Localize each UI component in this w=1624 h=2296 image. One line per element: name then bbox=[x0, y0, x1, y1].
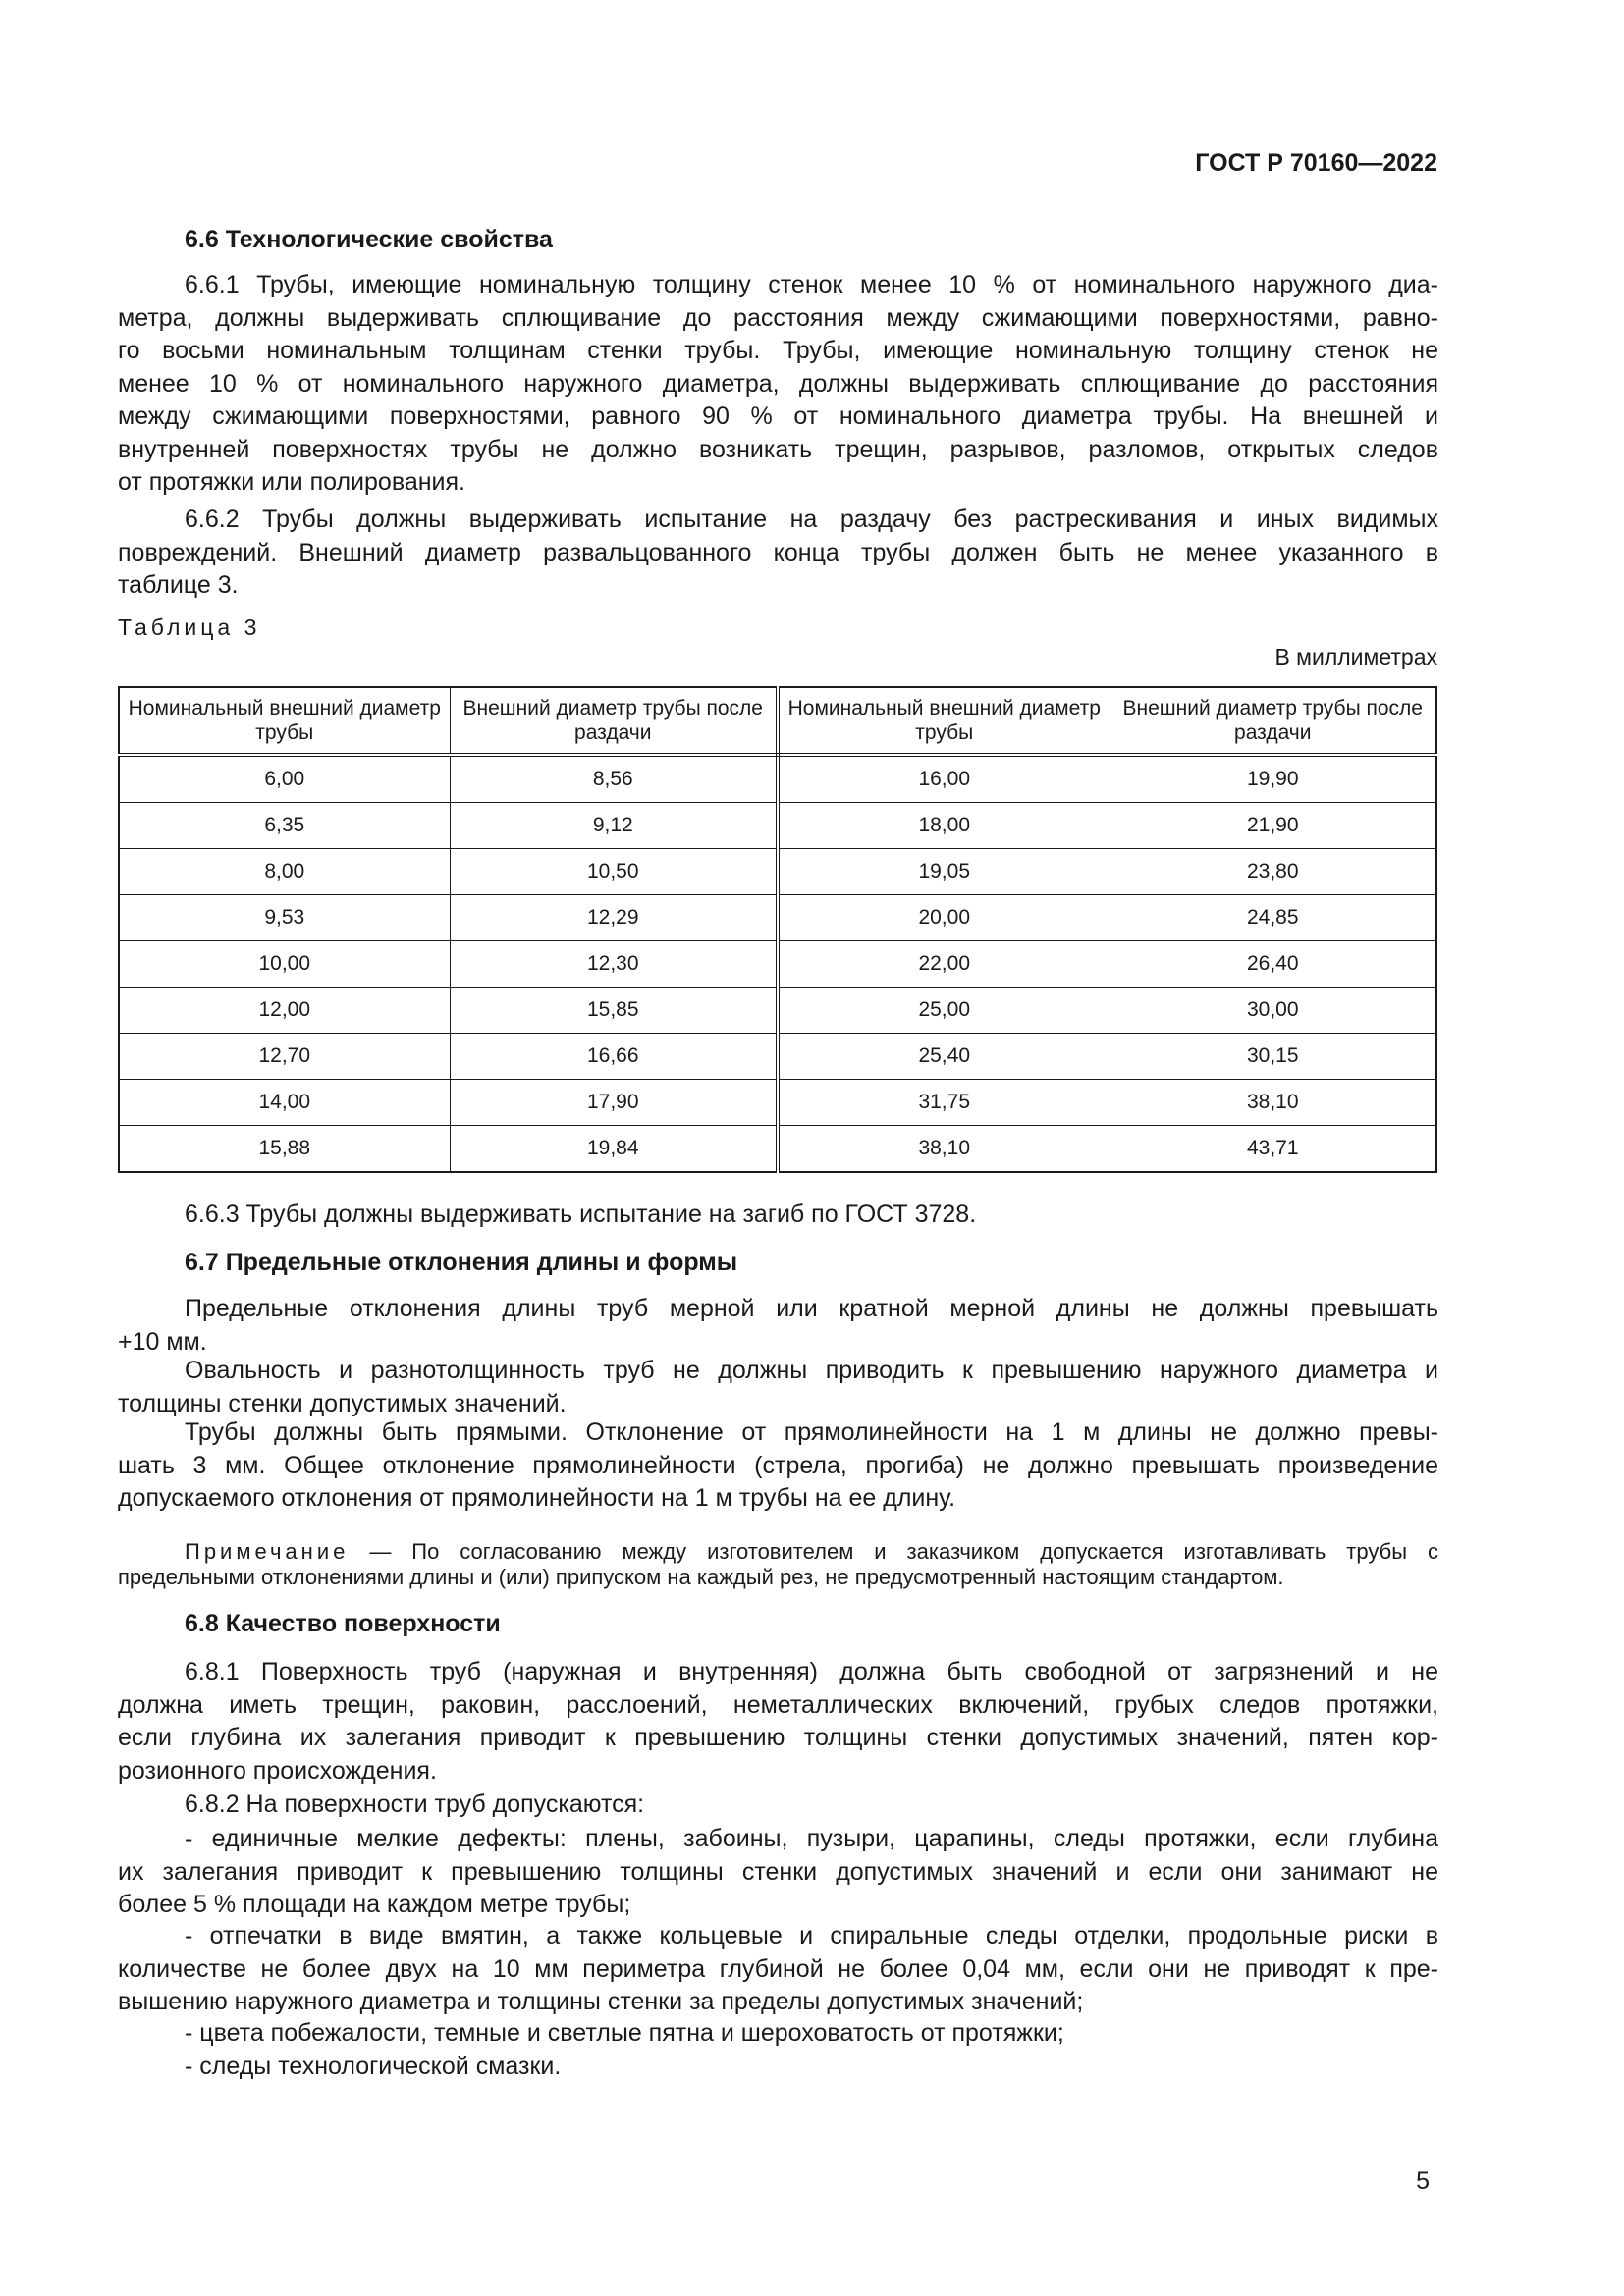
table-cell: 10,50 bbox=[450, 849, 778, 895]
table-cell: 15,85 bbox=[450, 988, 778, 1034]
table-row bbox=[119, 941, 1436, 988]
table-row bbox=[119, 1126, 1436, 1173]
table-header-row bbox=[119, 687, 1436, 755]
text-line: Овальность и разнотолщинность труб не должны приводить к превышению наружного диаметра и bbox=[185, 1357, 1438, 1384]
text-line: 6.6.2 Трубы должны выдерживать испытание на раздачу без растрескивания и иных видимых bbox=[185, 506, 1438, 533]
table-cell: 21,90 bbox=[1110, 803, 1436, 849]
table-cell: 15,88 bbox=[119, 1126, 450, 1173]
text-line: Предельные отклонения длины труб мерной или кратной мерной длины не должны превышать bbox=[185, 1295, 1438, 1322]
column-header: Номинальный внешний диаметр трубы bbox=[119, 687, 450, 755]
text-line: допускаемого отклонения от прямолинейности на 1 м трубы на ее длину. bbox=[118, 1484, 956, 1512]
table-cell: 12,29 bbox=[450, 895, 778, 941]
text-line: если глубина их залегания приводит к превышению толщины стенки допустимых значений, пятен кор- bbox=[118, 1724, 1438, 1751]
paragraph-straightness bbox=[118, 1416, 1438, 1516]
table-cell: 6,00 bbox=[119, 755, 450, 803]
list-item bbox=[118, 2051, 1438, 2084]
note-label: Примечание bbox=[185, 1539, 350, 1564]
list-item bbox=[118, 2017, 1438, 2051]
text-line: шать 3 мм. Общее отклонение прямолинейности (стрела, прогиба) не должно превышать произведение bbox=[118, 1451, 1438, 1479]
table-cell: 20,00 bbox=[778, 895, 1110, 941]
table-cell: 25,40 bbox=[778, 1034, 1110, 1080]
text-line: вышению наружного диаметра и толщины стенки за пределы допустимых значений; bbox=[118, 1988, 1084, 2015]
table-cell: 19,90 bbox=[1110, 755, 1436, 803]
note-line bbox=[118, 1539, 1438, 1565]
column-header: Номинальный внешний диаметр трубы bbox=[778, 687, 1110, 755]
table-cell: 16,66 bbox=[450, 1034, 778, 1080]
table-cell: 17,90 bbox=[450, 1080, 778, 1126]
table-cell: 30,00 bbox=[1110, 988, 1436, 1034]
text-line: - цвета побежалости, темные и светлые пятна и шероховатость от протяжки; bbox=[185, 2019, 1064, 2047]
table-row bbox=[119, 895, 1436, 941]
table-units: В миллиметрах bbox=[1274, 644, 1437, 669]
text-line: внутренней поверхностях трубы не должно возникать трещин, разрывов, разломов, открытых следов bbox=[118, 435, 1438, 463]
table-cell: 23,80 bbox=[1110, 849, 1436, 895]
paragraph-length-deviation bbox=[118, 1293, 1438, 1359]
text-line: должна иметь трещин, раковин, расслоений, неметаллических включений, грубых следов протяжки, bbox=[118, 1690, 1438, 1719]
table-cell: 12,70 bbox=[119, 1034, 450, 1080]
table-cell: 19,84 bbox=[450, 1126, 778, 1173]
document-id: ГОСТ Р 70160—2022 bbox=[1195, 149, 1437, 177]
table-cell: 22,00 bbox=[778, 941, 1110, 988]
table-cell: 26,40 bbox=[1110, 941, 1436, 988]
paragraph-6-8-1 bbox=[118, 1656, 1438, 1788]
text-line: 6.8.2 На поверхности труб допускаются: bbox=[185, 1790, 645, 1818]
table-cell: 30,15 bbox=[1110, 1034, 1436, 1080]
table-row bbox=[119, 803, 1436, 849]
note bbox=[118, 1539, 1438, 1590]
text-line: от протяжки или полирования. bbox=[118, 468, 465, 496]
table-cell: 10,00 bbox=[119, 941, 450, 988]
table-cell: 38,10 bbox=[1110, 1080, 1436, 1126]
page-number: 5 bbox=[1416, 2167, 1430, 2195]
table-cell: 14,00 bbox=[119, 1080, 450, 1126]
table-caption: Таблица 3 bbox=[118, 614, 261, 640]
column-header: Внешний диаметр трубы после раздачи bbox=[450, 687, 778, 755]
text-line: таблице 3. bbox=[118, 571, 239, 599]
table-cell: 12,00 bbox=[119, 988, 450, 1034]
text-line: между сжимающими поверхностями, равного 90 % от номинального диаметра трубы. На внешней и bbox=[118, 402, 1438, 430]
section-heading-6-8: 6.8 Качество поверхности bbox=[185, 1610, 501, 1637]
table-cell: 38,10 bbox=[778, 1126, 1110, 1173]
text-line: толщины стенки допустимых значений. bbox=[118, 1389, 567, 1417]
section-heading-6-7: 6.7 Предельные отклонения длины и формы bbox=[185, 1249, 738, 1276]
paragraph-ovality bbox=[118, 1355, 1438, 1420]
table-cell: 19,05 bbox=[778, 849, 1110, 895]
text-line: более 5 % площади на каждом метре трубы; bbox=[118, 1891, 631, 1918]
table-row bbox=[119, 849, 1436, 895]
text-line: 6.6.1 Трубы, имеющие номинальную толщину стенок менее 10 % от номинального наружного диа- bbox=[185, 271, 1438, 298]
paragraph-6-6-1 bbox=[118, 269, 1438, 500]
text-line: их залегания приводит к превышению толщины стенки допустимых значений и если они занимают не bbox=[118, 1857, 1438, 1886]
list-item bbox=[118, 1823, 1438, 1922]
text-line: менее 10 % от номинального наружного диаметра, должны выдерживать сплющивание до расстояния bbox=[118, 369, 1438, 398]
text-line: метра, должны выдерживать сплющивание до расстояния между сжимающими поверхностями, равно- bbox=[118, 303, 1438, 332]
text-line: - следы технологической смазки. bbox=[185, 2053, 562, 2080]
section-heading-6-6: 6.6 Технологические свойства bbox=[185, 226, 553, 253]
column-header: Внешний диаметр трубы после раздачи bbox=[1110, 687, 1436, 755]
table-cell: 12,30 bbox=[450, 941, 778, 988]
text-line: Трубы должны быть прямыми. Отклонение от прямолинейности на 1 м длины не должно превы- bbox=[185, 1418, 1438, 1446]
text-line: повреждений. Внешний диаметр развальцованного конца трубы должен быть не менее указанного в bbox=[118, 538, 1438, 566]
table-row bbox=[119, 1080, 1436, 1126]
note-line: предельными отклонениями длины и (или) припуском на каждый рез, не предусмотренный настоящим стандартом. bbox=[118, 1565, 1284, 1589]
paragraph-6-8-2 bbox=[118, 1789, 1438, 1822]
paragraph-6-6-3 bbox=[118, 1199, 1438, 1232]
table-cell: 24,85 bbox=[1110, 895, 1436, 941]
text-line: +10 мм. bbox=[118, 1327, 207, 1356]
table-cell: 9,12 bbox=[450, 803, 778, 849]
table-cell: 8,56 bbox=[450, 755, 778, 803]
paragraph-6-6-2 bbox=[118, 504, 1438, 603]
table-row bbox=[119, 988, 1436, 1034]
text-line: 6.8.1 Поверхность труб (наружная и внутренняя) должна быть свободной от загрязнений и не bbox=[185, 1658, 1438, 1685]
table-cell: 18,00 bbox=[778, 803, 1110, 849]
text-line: - единичные мелкие дефекты: плены, забоины, пузыри, царапины, следы протяжки, если глубина bbox=[185, 1825, 1438, 1852]
table-cell: 31,75 bbox=[778, 1080, 1110, 1126]
table-cell: 8,00 bbox=[119, 849, 450, 895]
table-cell: 25,00 bbox=[778, 988, 1110, 1034]
list-item bbox=[118, 1920, 1438, 2019]
table-row bbox=[119, 755, 1436, 803]
text-line: 6.6.3 Трубы должны выдерживать испытание на загиб по ГОСТ 3728. bbox=[185, 1201, 977, 1228]
table-cell: 6,35 bbox=[119, 803, 450, 849]
table-cell: 9,53 bbox=[119, 895, 450, 941]
text-line: розионного происхождения. bbox=[118, 1756, 437, 1785]
text-line: го восьми номинальным толщинам стенки трубы. Трубы, имеющие номинальную толщину стенок не bbox=[118, 337, 1438, 364]
text-line: - отпечатки в виде вмятин, а также кольцевые и спиральные следы отделки, продольные риски в bbox=[185, 1922, 1438, 1949]
table-3 bbox=[118, 686, 1437, 1173]
table-cell: 16,00 bbox=[778, 755, 1110, 803]
note-text: — По согласованию между изготовителем и заказчиком допускается изготавливать трубы с bbox=[369, 1539, 1438, 1564]
table-cell: 43,71 bbox=[1110, 1126, 1436, 1173]
table-row bbox=[119, 1034, 1436, 1080]
text-line: количестве не более двух на 10 мм периметра глубиной не более 0,04 мм, если они не приводят к пре- bbox=[118, 1954, 1438, 1983]
